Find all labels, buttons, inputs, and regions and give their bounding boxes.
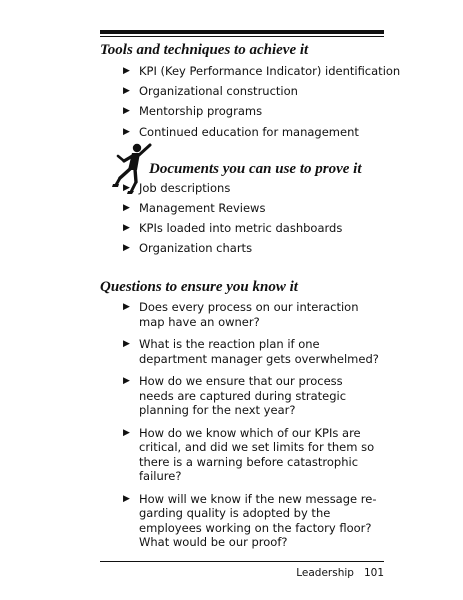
questions-heading: Questions to ensure you know it [100, 279, 298, 295]
top-rule-thin [100, 36, 384, 37]
bottom-rule [100, 561, 384, 562]
list-item-text: Organization charts [139, 241, 253, 255]
tools-list [123, 64, 401, 145]
list-item-text: How do we ensure that our process needs are captured during strategic planning for the next year? [139, 374, 347, 417]
list-item-text: How will we know if the new message re-garding quality is adopted by the employees working on the factory floor? What would be our proof? [139, 491, 377, 549]
bullet-icon: ▶ [123, 223, 130, 233]
bullet-icon: ▶ [123, 302, 130, 312]
top-rule [100, 30, 384, 34]
list-item [123, 125, 385, 140]
list-item-text: Does every process on our interaction map have an owner? [139, 300, 359, 329]
list-item-text: KPIs loaded into metric dashboards [139, 221, 343, 235]
bullet-icon: ▶ [123, 243, 130, 253]
list-item [123, 241, 385, 256]
bullet-icon: ▶ [123, 106, 130, 117]
bullet-icon: ▶ [123, 427, 130, 438]
page-footer [296, 567, 384, 580]
list-item-text: Mentorship programs [139, 104, 263, 119]
questions-list [123, 300, 381, 558]
bullet-icon: ▶ [123, 126, 130, 137]
list-item [123, 374, 381, 418]
list-item [123, 337, 381, 366]
list-item-text: KPI (Key Performance Indicator) identification [139, 64, 401, 78]
list-item [123, 104, 385, 119]
list-item-text: How do we know which of our KPIs are critical, and did we set limits for them so there is a warning before catastrophic failure? [139, 425, 375, 483]
list-item [123, 300, 381, 329]
list-item-text: Continued education for management [139, 124, 359, 139]
list-item-text: Management Reviews [139, 201, 266, 215]
page-number: 101 [363, 567, 384, 579]
list-item [123, 492, 381, 550]
list-item [123, 181, 385, 196]
list-item-text: Organizational construction [139, 84, 298, 99]
list-item [123, 64, 401, 79]
bullet-icon: ▶ [123, 376, 130, 386]
list-item [123, 426, 381, 484]
tools-heading: Tools and techniques to achieve it [100, 42, 309, 58]
documents-list [123, 181, 385, 261]
bullet-icon: ▶ [123, 86, 130, 97]
bullet-icon: ▶ [123, 339, 130, 349]
bullet-icon: ▶ [123, 183, 130, 193]
bullet-icon: ▶ [123, 203, 130, 213]
list-item [123, 84, 385, 99]
footer-section-name: Leadership [296, 567, 354, 579]
list-item-text: Job descriptions [139, 181, 231, 195]
list-item [123, 221, 385, 236]
list-item-text: What is the reaction plan if one department manager gets overwhelmed? [139, 337, 379, 366]
bullet-icon: ▶ [123, 66, 130, 76]
bullet-icon: ▶ [123, 493, 130, 504]
list-item [123, 201, 385, 216]
documents-heading: Documents you can use to prove it [149, 161, 362, 177]
